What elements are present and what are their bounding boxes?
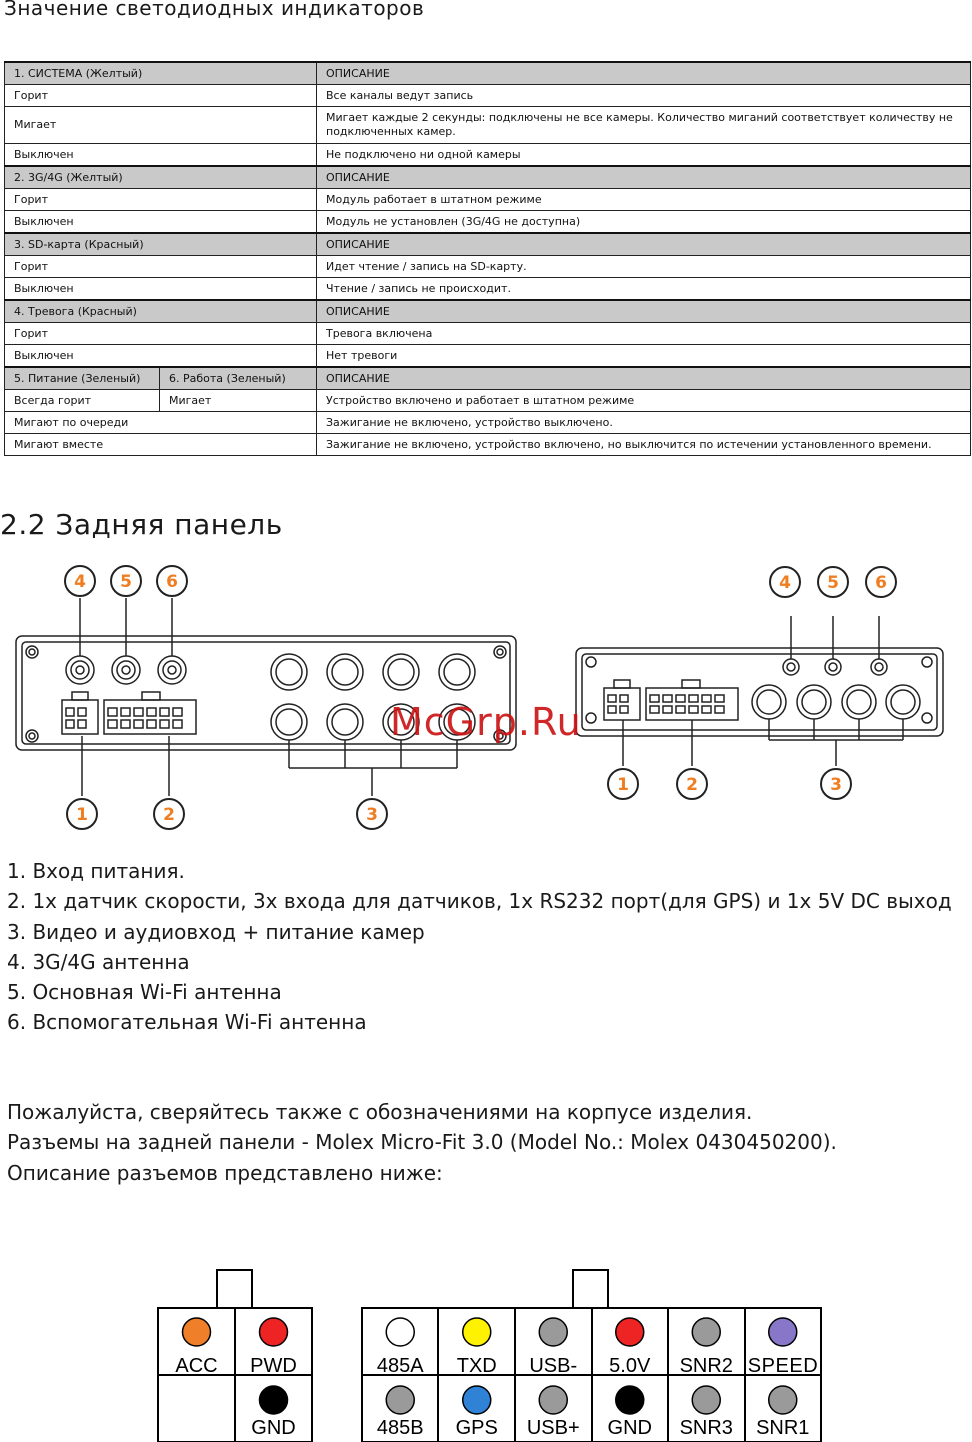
rear-panel-small xyxy=(576,567,943,799)
note-line: Описание разъемов представлено ниже: xyxy=(7,1160,443,1185)
pin-label: SNR2 xyxy=(679,1355,733,1377)
description-cell: Зажигание не включено, устройство выключено. xyxy=(317,412,971,434)
description-cell: Модуль не установлен (3G/4G не доступна) xyxy=(317,211,971,234)
table-row xyxy=(5,345,971,368)
header-cell: ОПИСАНИЕ xyxy=(317,367,971,390)
state-cell: Мигает xyxy=(5,107,317,144)
state-cell: Горит xyxy=(5,256,317,278)
pin-label: PWD xyxy=(250,1355,297,1377)
table-row xyxy=(5,323,971,345)
list-item: 6. Вспомогательная Wi-Fi антенна xyxy=(7,1010,367,1035)
description-cell: Не подключено ни одной камеры xyxy=(317,144,971,167)
pin-label: USB+ xyxy=(526,1417,580,1439)
pin-dot xyxy=(769,1386,797,1414)
pin-label: 485B xyxy=(376,1417,424,1439)
state-cell: Горит xyxy=(5,189,317,211)
pin-label: SNR3 xyxy=(679,1417,733,1439)
pin-label: SNR1 xyxy=(756,1417,810,1439)
pin-label: GND xyxy=(251,1417,296,1439)
marker-1: 1 xyxy=(76,805,88,825)
table-row xyxy=(5,189,971,211)
state-cell: Мигает xyxy=(160,390,317,412)
state-cell: Выключен xyxy=(5,345,317,368)
table-row xyxy=(5,434,971,456)
table-row xyxy=(5,278,971,301)
note-line: Разъемы на задней панели - Molex Micro-Fit 3.0 (Model No.: Molex 0430450200). xyxy=(7,1130,837,1155)
power-connector-key xyxy=(217,1270,252,1308)
header-cell: ОПИСАНИЕ xyxy=(317,62,971,85)
pin-label: GND xyxy=(607,1417,652,1439)
header-cell: ОПИСАНИЕ xyxy=(317,300,971,323)
header-cell: 4. Тревога (Красный) xyxy=(5,300,317,323)
pin-dot xyxy=(463,1386,491,1414)
pin-dot xyxy=(539,1386,567,1414)
note-line: Пожалуйста, сверяйтесь также с обозначениями на корпусе изделия. xyxy=(7,1100,753,1124)
description-cell: Модуль работает в штатном режиме xyxy=(317,189,971,211)
watermark: McGrp.Ru xyxy=(390,700,582,744)
table-row xyxy=(5,85,971,107)
pin-dot xyxy=(616,1318,644,1346)
header-cell: 6. Работа (Зеленый) xyxy=(160,367,317,390)
description-cell: Зажигание не включено, устройство включено, но выключится по истечении установленного времени. xyxy=(317,434,971,456)
list-item: 5. Основная Wi-Fi антенна xyxy=(7,980,282,1005)
description-cell: Идет чтение / запись на SD-карту. xyxy=(317,256,971,278)
state-cell: Горит xyxy=(5,85,317,107)
list-item: 1. Вход питания. xyxy=(7,859,185,883)
header-cell: ОПИСАНИЕ xyxy=(317,233,971,256)
state-cell: Выключен xyxy=(5,144,317,167)
description-cell: Тревога включена xyxy=(317,323,971,345)
pin-label: TXD xyxy=(456,1355,497,1377)
description-cell: Чтение / запись не происходит. xyxy=(317,278,971,301)
description-cell: Мигает каждые 2 секунды: подключены не все камеры. Количество миганий соответствует количеству не подключенных камер. xyxy=(317,107,971,144)
state-cell: Выключен xyxy=(5,211,317,234)
marker-5: 5 xyxy=(120,572,132,592)
state-cell: Мигают по очереди xyxy=(5,412,317,434)
pin-label: ACC xyxy=(175,1355,218,1377)
table-row xyxy=(5,256,971,278)
pin-dot xyxy=(183,1318,211,1346)
pin-label: GPS xyxy=(455,1417,498,1439)
section-title: 2.2 Задняя панель xyxy=(0,508,283,541)
header-cell: 5. Питание (Зеленый) xyxy=(5,367,160,390)
pin-dot xyxy=(386,1386,414,1414)
pin-label: 5.0V xyxy=(609,1355,651,1377)
marker-3: 3 xyxy=(366,805,378,825)
legend-list xyxy=(7,856,957,1038)
description-cell: Все каналы ведут запись xyxy=(317,85,971,107)
marker-2: 2 xyxy=(686,775,698,795)
pin-dot xyxy=(260,1386,288,1414)
table-header-row xyxy=(5,233,971,256)
marker-4: 4 xyxy=(779,573,791,593)
io-connector-key xyxy=(573,1270,608,1308)
pin-dot xyxy=(616,1386,644,1414)
header-cell: 2. 3G/4G (Желтый) xyxy=(5,166,317,189)
notes xyxy=(7,1097,957,1188)
table-header-row xyxy=(5,62,971,85)
pin-dot xyxy=(386,1318,414,1346)
state-cell: Выключен xyxy=(5,278,317,301)
state-cell: Мигают вместе xyxy=(5,434,317,456)
description-cell: Устройство включено и работает в штатном режиме xyxy=(317,390,971,412)
io-pins xyxy=(377,1318,818,1439)
table-header-row xyxy=(5,166,971,189)
list-item: 4. 3G/4G антенна xyxy=(7,949,190,974)
marker-2: 2 xyxy=(163,805,175,825)
marker-3: 3 xyxy=(830,775,842,795)
pin-label: SPEED xyxy=(747,1355,818,1377)
table-row xyxy=(5,144,971,167)
header-cell: 3. SD-карта (Красный) xyxy=(5,233,317,256)
marker-6: 6 xyxy=(166,572,178,592)
power-pins xyxy=(175,1318,296,1439)
description-cell: Нет тревоги xyxy=(317,345,971,368)
led-indicator-table xyxy=(4,61,971,456)
list-item: 3. Видео и аудиовход + питание камер xyxy=(7,919,425,944)
pin-dot xyxy=(692,1386,720,1414)
pin-dot xyxy=(463,1318,491,1346)
state-cell: Всегда горит xyxy=(5,390,160,412)
table-row xyxy=(5,390,971,412)
table-row xyxy=(5,107,971,144)
marker-1: 1 xyxy=(617,775,629,795)
pin-dot xyxy=(692,1318,720,1346)
pin-dot xyxy=(539,1318,567,1346)
list-item: 2. 1x датчик скорости, 3x входа для датчиков, 1x RS232 порт(для GPS) и 1x 5V DC выход xyxy=(7,889,952,914)
connector-pinout-diagram xyxy=(0,1260,972,1442)
state-cell: Горит xyxy=(5,323,317,345)
table-header-row xyxy=(5,300,971,323)
table-header-row xyxy=(5,367,971,390)
table-row xyxy=(5,211,971,234)
marker-6: 6 xyxy=(875,573,887,593)
rear-panel-large xyxy=(16,566,516,829)
header-cell: 1. СИСТЕМА (Желтый) xyxy=(5,62,317,85)
pin-dot xyxy=(769,1318,797,1346)
page-title: Значение светодиодных индикаторов xyxy=(4,0,425,20)
pin-dot xyxy=(260,1318,288,1346)
marker-4: 4 xyxy=(74,572,86,592)
table-row xyxy=(5,412,971,434)
pin-label: USB- xyxy=(529,1355,578,1377)
pin-label: 485A xyxy=(376,1355,424,1377)
marker-5: 5 xyxy=(827,573,839,593)
header-cell: ОПИСАНИЕ xyxy=(317,166,971,189)
